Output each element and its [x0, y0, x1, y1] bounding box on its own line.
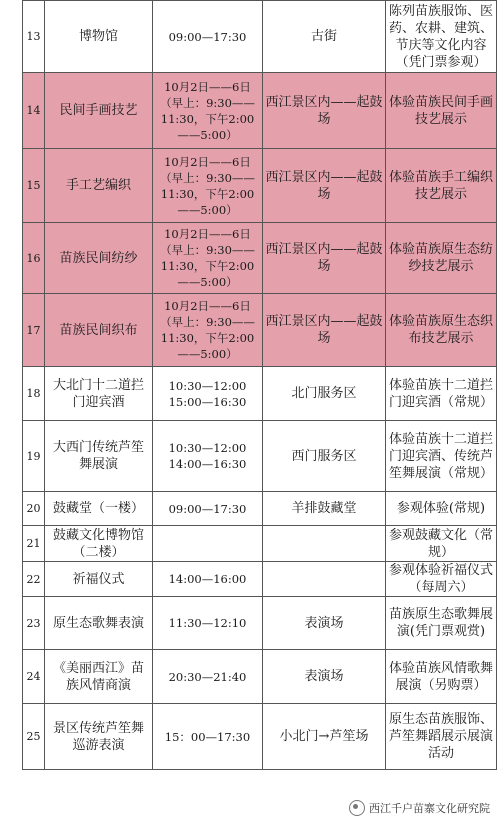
row-number: 14 — [23, 73, 45, 149]
table-row — [23, 704, 497, 770]
table-row — [23, 597, 497, 650]
wechat-official-account-icon — [349, 800, 365, 816]
activity-location: 古街 — [263, 1, 386, 73]
table-row — [23, 562, 497, 597]
row-number: 23 — [23, 597, 45, 650]
activity-name: 民间手画技艺 — [45, 73, 153, 149]
activity-description: 参观体验祈福仪式（每周六） — [386, 562, 497, 597]
activity-description: 体验苗族十二道拦门迎宾酒（常规） — [386, 367, 497, 421]
activity-location: 羊排鼓藏堂 — [263, 492, 386, 526]
activity-time: 10:30—12:00 14:00—16:30 — [153, 421, 263, 492]
activity-description: 体验苗族民间手画技艺展示 — [386, 73, 497, 149]
activity-location: 西门服务区 — [263, 421, 386, 492]
activity-name: 苗族民间纺纱 — [45, 223, 153, 294]
table-row — [23, 73, 497, 149]
activity-location: 西江景区内——起鼓场 — [263, 149, 386, 223]
activity-description: 陈列苗族服饰、医药、农耕、建筑、节庆等文化内容（凭门票参观） — [386, 1, 497, 73]
activity-description: 体验苗族十二道拦门迎宾酒、传统芦笙舞展演（常规） — [386, 421, 497, 492]
table-row — [23, 650, 497, 704]
activity-time: 09:00—17:30 — [153, 1, 263, 73]
activity-description: 体验苗族原生态纺纱技艺展示 — [386, 223, 497, 294]
row-number: 19 — [23, 421, 45, 492]
activity-location: 表演场 — [263, 650, 386, 704]
table-row — [23, 421, 497, 492]
activity-time: 10月2日——6日（早上：9:30——11:30，下午2:00——5:00） — [153, 149, 263, 223]
row-number: 16 — [23, 223, 45, 294]
activity-description: 体验苗族风情歌舞展演（另购票） — [386, 650, 497, 704]
activity-time: 10月2日——6日（早上：9:30——11:30，下午2:00——5:00） — [153, 73, 263, 149]
activity-schedule-table — [22, 0, 497, 770]
activity-name: 景区传统芦笙舞巡游表演 — [45, 704, 153, 770]
activity-description: 体验苗族原生态织布技艺展示 — [386, 294, 497, 367]
activity-description: 参观鼓藏文化（常规） — [386, 526, 497, 562]
activity-location: 小北门→芦笙场 — [263, 704, 386, 770]
activity-time: 10月2日——6日（早上：9:30——11:30，下午2:00——5:00） — [153, 223, 263, 294]
row-number: 13 — [23, 1, 45, 73]
activity-time — [153, 526, 263, 562]
activity-name: 鼓藏文化博物馆（二楼） — [45, 526, 153, 562]
watermark-text: 西江千户苗寨文化研究院 — [369, 802, 490, 815]
row-number: 25 — [23, 704, 45, 770]
row-number: 22 — [23, 562, 45, 597]
row-number: 21 — [23, 526, 45, 562]
activity-name: 祈福仪式 — [45, 562, 153, 597]
activity-name: 手工艺编织 — [45, 149, 153, 223]
activity-time: 15：00—17:30 — [153, 704, 263, 770]
row-number: 17 — [23, 294, 45, 367]
activity-description: 体验苗族手工编织技艺展示 — [386, 149, 497, 223]
activity-time: 11:30—12:10 — [153, 597, 263, 650]
watermark — [345, 798, 494, 818]
activity-name: 苗族民间织布 — [45, 294, 153, 367]
activity-location: 西江景区内——起鼓场 — [263, 294, 386, 367]
activity-name: 博物馆 — [45, 1, 153, 73]
activity-name: 《美丽西江》苗族风情商演 — [45, 650, 153, 704]
activity-time: 20:30—21:40 — [153, 650, 263, 704]
activity-time: 14:00—16:00 — [153, 562, 263, 597]
table-row — [23, 294, 497, 367]
table-row — [23, 526, 497, 562]
row-number: 20 — [23, 492, 45, 526]
row-number: 18 — [23, 367, 45, 421]
activity-time: 09:00—17:30 — [153, 492, 263, 526]
activity-name: 鼓藏堂（一楼） — [45, 492, 153, 526]
activity-location: 西江景区内——起鼓场 — [263, 223, 386, 294]
row-number: 24 — [23, 650, 45, 704]
activity-location: 西江景区内——起鼓场 — [263, 73, 386, 149]
activity-description: 苗族原生态歌舞展演(凭门票观赏) — [386, 597, 497, 650]
activity-time: 10:30—12:00 15:00—16:30 — [153, 367, 263, 421]
table-row — [23, 223, 497, 294]
activity-location: 表演场 — [263, 597, 386, 650]
activity-location — [263, 526, 386, 562]
activity-description: 原生态苗族服饰、芦笙舞蹈展示展演活动 — [386, 704, 497, 770]
table-row — [23, 492, 497, 526]
table-row — [23, 149, 497, 223]
activity-location: 北门服务区 — [263, 367, 386, 421]
activity-name: 大北门十二道拦门迎宾酒 — [45, 367, 153, 421]
activity-location — [263, 562, 386, 597]
activity-name: 大西门传统芦笙舞展演 — [45, 421, 153, 492]
row-number: 15 — [23, 149, 45, 223]
schedule-body — [23, 1, 497, 770]
activity-name: 原生态歌舞表演 — [45, 597, 153, 650]
table-row — [23, 1, 497, 73]
table-row — [23, 367, 497, 421]
activity-time: 10月2日——6日（早上：9:30——11:30，下午2:00——5:00） — [153, 294, 263, 367]
activity-description: 参观体验(常规) — [386, 492, 497, 526]
